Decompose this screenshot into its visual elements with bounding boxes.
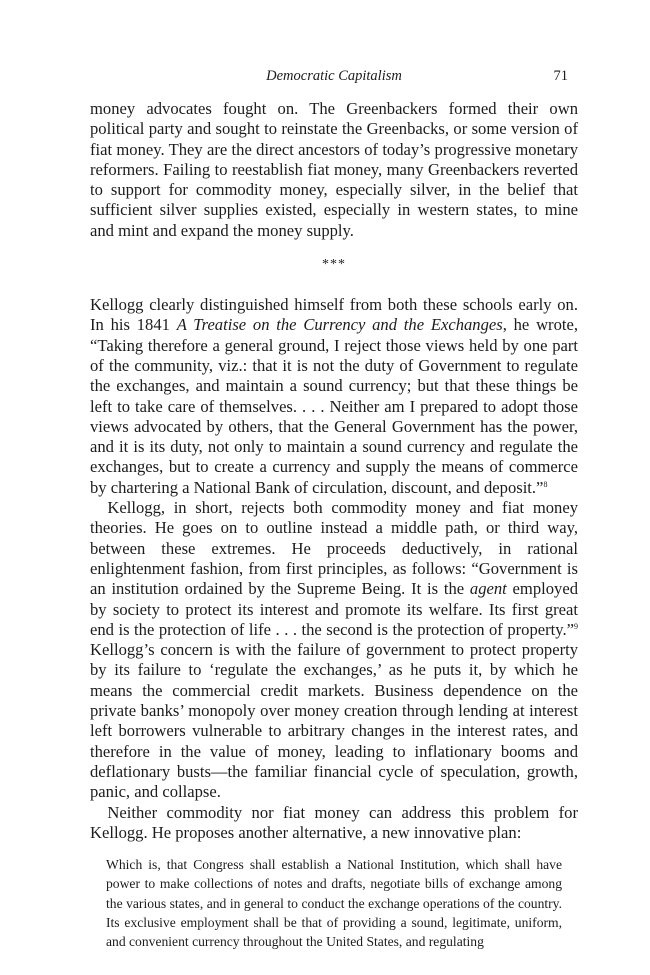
page-number: 71 bbox=[553, 68, 568, 84]
text-run: employed by society to protect its interest and promote its welfare. Its first great end is the protection of life . . . the second is the protection of property.” bbox=[90, 579, 578, 639]
text-run: Kellogg clearly distinguished himself from both these schools early on. In his 1841 bbox=[90, 295, 578, 335]
text-run: Kellogg, in short, rejects both commodity money and fiat money theories. He goes on to outline instead a middle path, or third way, between these extremes. He proceeds deductively, in rational enlightenment fashion, from first principles, as follows: “Government is an institution ordained by the Supreme Being. It is the bbox=[90, 498, 578, 599]
body-text bbox=[90, 99, 578, 951]
paragraph-kellogg-treatise bbox=[90, 295, 578, 498]
text-run: Kellogg’s concern is with the failure of government to protect property by its failure to ‘regulate the exchanges,’ as he puts it, by which he means the commercial credit markets. Business dependence on the private banks’ monopoly over money creation through lending at interest left borrowers vulnerable to arbitrary changes in the interest rates, and therefore in the value of money, leading to inflationary booms and deflationary busts—the familiar financial cycle of speculation, growth, panic, and collapse. bbox=[90, 640, 578, 802]
footnote-marker: 8 bbox=[543, 479, 548, 489]
paragraph-continued: money advocates fought on. The Greenbackers formed their own political party and sought to reinstate the Greenbacks, or some version of fiat money. They are the direct ancestors of today’s progressive monetary reformers. Failing to reestablish fiat money, many Greenbackers reverted to support for commodity money, especially silver, in the belief that sufficient silver supplies existed, especially in western states, to mine and mint and expand the money supply. bbox=[90, 99, 578, 240]
footnote-marker: 9 bbox=[574, 621, 578, 631]
book-title: A Treatise on the Currency and the Exchanges bbox=[176, 315, 503, 335]
block-quote: Which is, that Congress shall establish a National Institution, which shall have power to make collections of notes and drafts, negotiate bills of exchange among the various states, and in general to conduct the exchange operations of the country. Its exclusive employment shall be that of providing a sound, legitimate, uniform, and convenient currency throughout the United States, and regulating bbox=[106, 857, 562, 949]
paragraph-kellogg-in-short bbox=[90, 498, 578, 802]
section-break: *** bbox=[322, 257, 346, 273]
running-head bbox=[90, 68, 578, 88]
paragraph-neither: Neither commodity nor fiat money can address this problem for Kellogg. He proposes another alternative, a new innovative plan: bbox=[90, 802, 578, 842]
text-run: , he wrote, “Taking therefore a general ground, I reject those views held by one part of the community, viz.: that it is not the duty of Government to regulate the exchanges, and maintain a sound currency; but that these things be left to take care of themselves. . . . Neither am I prepared to adopt those views advocated by others, that the General Government has the power, and it is its duty, not only to maintain a sound currency and regulate the exchanges, but to create a currency and supply the means of commerce by chartering a National Bank of circulation, discount, and deposit.” bbox=[90, 315, 578, 497]
running-title: Democratic Capitalism bbox=[266, 68, 402, 84]
emphasis-word: agent bbox=[469, 579, 507, 599]
